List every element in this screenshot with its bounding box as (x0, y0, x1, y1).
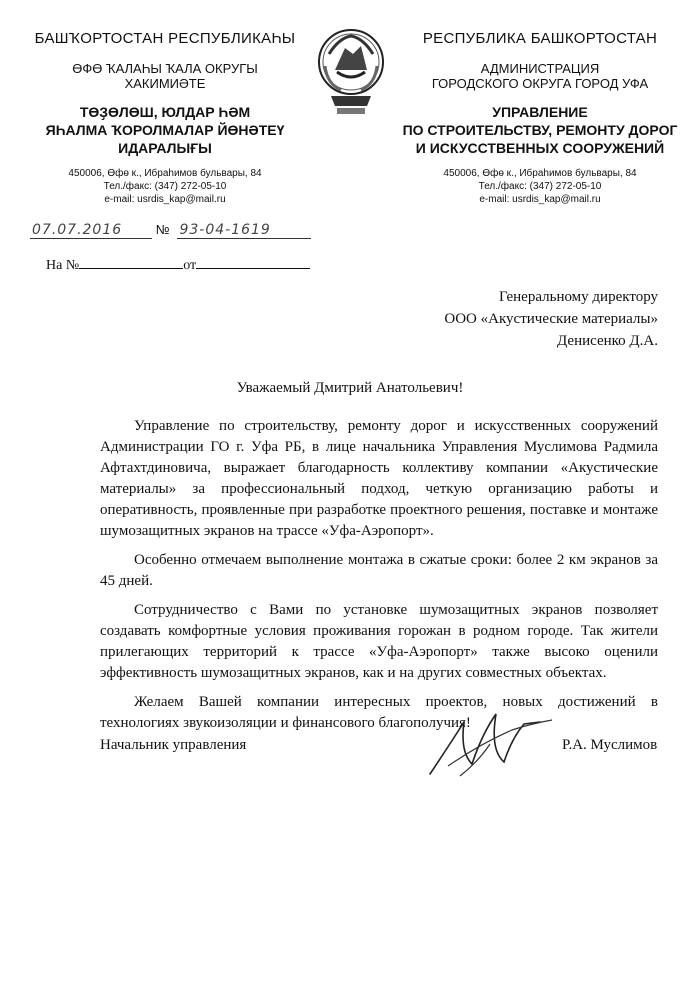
handwritten-signature (420, 704, 560, 784)
letter-body (100, 416, 658, 742)
reference-line (46, 256, 310, 274)
left-dept-line2: ЯҺАЛМА ҠОРОЛМАЛАР ЙӨНӘТЕҮ (45, 122, 285, 138)
right-admin-line2: ГОРОДСКОГО ОКРУГА ГОРОД УФА (431, 76, 649, 91)
reference-date-blank (196, 256, 310, 269)
left-contacts (20, 167, 310, 206)
signatory-role: Начальник управления (100, 737, 247, 753)
body-paragraph-3: Сотрудничество с Вами по установке шумозащитных экранов позволяет создавать комфортные условия проживания горожан в родном городе. Так жители прилегающих территорий к трассе «Уфа-Аэропорт» также высоко оценили эффективность шумозащитных экранов, как и на других совместных объектах. (100, 602, 658, 681)
signatory-name: Р.А. Муслимов (562, 737, 658, 753)
left-administration (20, 61, 310, 91)
left-phone: Тел./факс: (347) 272-05-10 (103, 181, 227, 192)
right-administration (390, 61, 690, 91)
right-republic-title: РЕСПУБЛИКА БАШКОРТОСТАН (422, 30, 658, 47)
reference-number-blank (79, 256, 183, 269)
right-dept-line2: ПО СТРОИТЕЛЬСТВУ, РЕМОНТУ ДОРОГ (402, 122, 678, 138)
addressee-company: ООО «Акустические материалы» (444, 311, 658, 327)
body-paragraph-2: Особенно отмечаем выполнение монтажа в сжатые сроки: более 2 км экранов за 45 дней. (100, 552, 658, 589)
registration-date: 07.07.2016 (30, 222, 152, 239)
addressee-block (444, 286, 658, 352)
reference-number-label: На № (46, 258, 80, 273)
addressee-position: Генеральному директору (498, 289, 658, 305)
bashkortostan-emblem-icon (315, 24, 387, 120)
number-sign: № (155, 222, 170, 237)
left-republic-title: БАШҠОРТОСТАН РЕСПУБЛИКАҺЫ (34, 30, 296, 47)
left-dept-line1: ТӨҘӨЛӨШ, ЮЛДАР ҺӘМ (79, 104, 251, 120)
addressee-name: Денисенко Д.А. (557, 333, 658, 349)
right-address: 450006, Өфө к., Ибраһимов бульвары, 84 (443, 168, 637, 179)
header-right (390, 30, 690, 206)
body-paragraph-1: Управление по строительству, ремонту дорог и искусственных сооружений Администрации ГО г. Уфа РБ, в лице начальника Управления Муслимова Радмила Афтахтдиновича, выражает благодарность коллективу компании «Акустические материалы» за профессиональный подход, четкую организацию работы и оперативность, проявленные при разработке проектного решения, поставке и монтаже шумозащитных экранов на трассе «Уфа-Аэропорт». (100, 418, 658, 539)
right-department (390, 103, 690, 157)
left-dept-line3: ИДАРАЛЫҒЫ (118, 140, 212, 156)
left-admin-line2: ХАКИМИӘТЕ (124, 76, 206, 91)
right-dept-line1: УПРАВЛЕНИЕ (492, 104, 588, 120)
registration-number: 93-04-1619 (177, 222, 311, 239)
left-admin-line1: ӨФӨ ҠАЛАҺЫ ҠАЛА ОКРУГЫ (72, 61, 258, 76)
reference-date-label: от (183, 258, 197, 273)
salutation: Уважаемый Дмитрий Анатольевич! (236, 380, 464, 396)
left-department (20, 103, 310, 157)
right-dept-line3: И ИСКУССТВЕННЫХ СООРУЖЕНИЙ (415, 140, 665, 156)
right-phone: Тел./факс: (347) 272-05-10 (478, 181, 602, 192)
right-email: e-mail: usrdis_kap@mail.ru (479, 194, 601, 205)
right-contacts (390, 167, 690, 206)
right-admin-line1: АДМИНИСТРАЦИЯ (480, 61, 600, 76)
left-email: e-mail: usrdis_kap@mail.ru (104, 194, 226, 205)
left-address: 450006, Өфө к., Ибраһимов бульвары, 84 (68, 168, 262, 179)
body-paragraph-4: Желаем Вашей компании интересных проектов, новых достижений в технологиях звукоизоляции и финансового благополучия! (100, 694, 658, 731)
registration-line (30, 222, 311, 239)
header-left (20, 30, 310, 206)
